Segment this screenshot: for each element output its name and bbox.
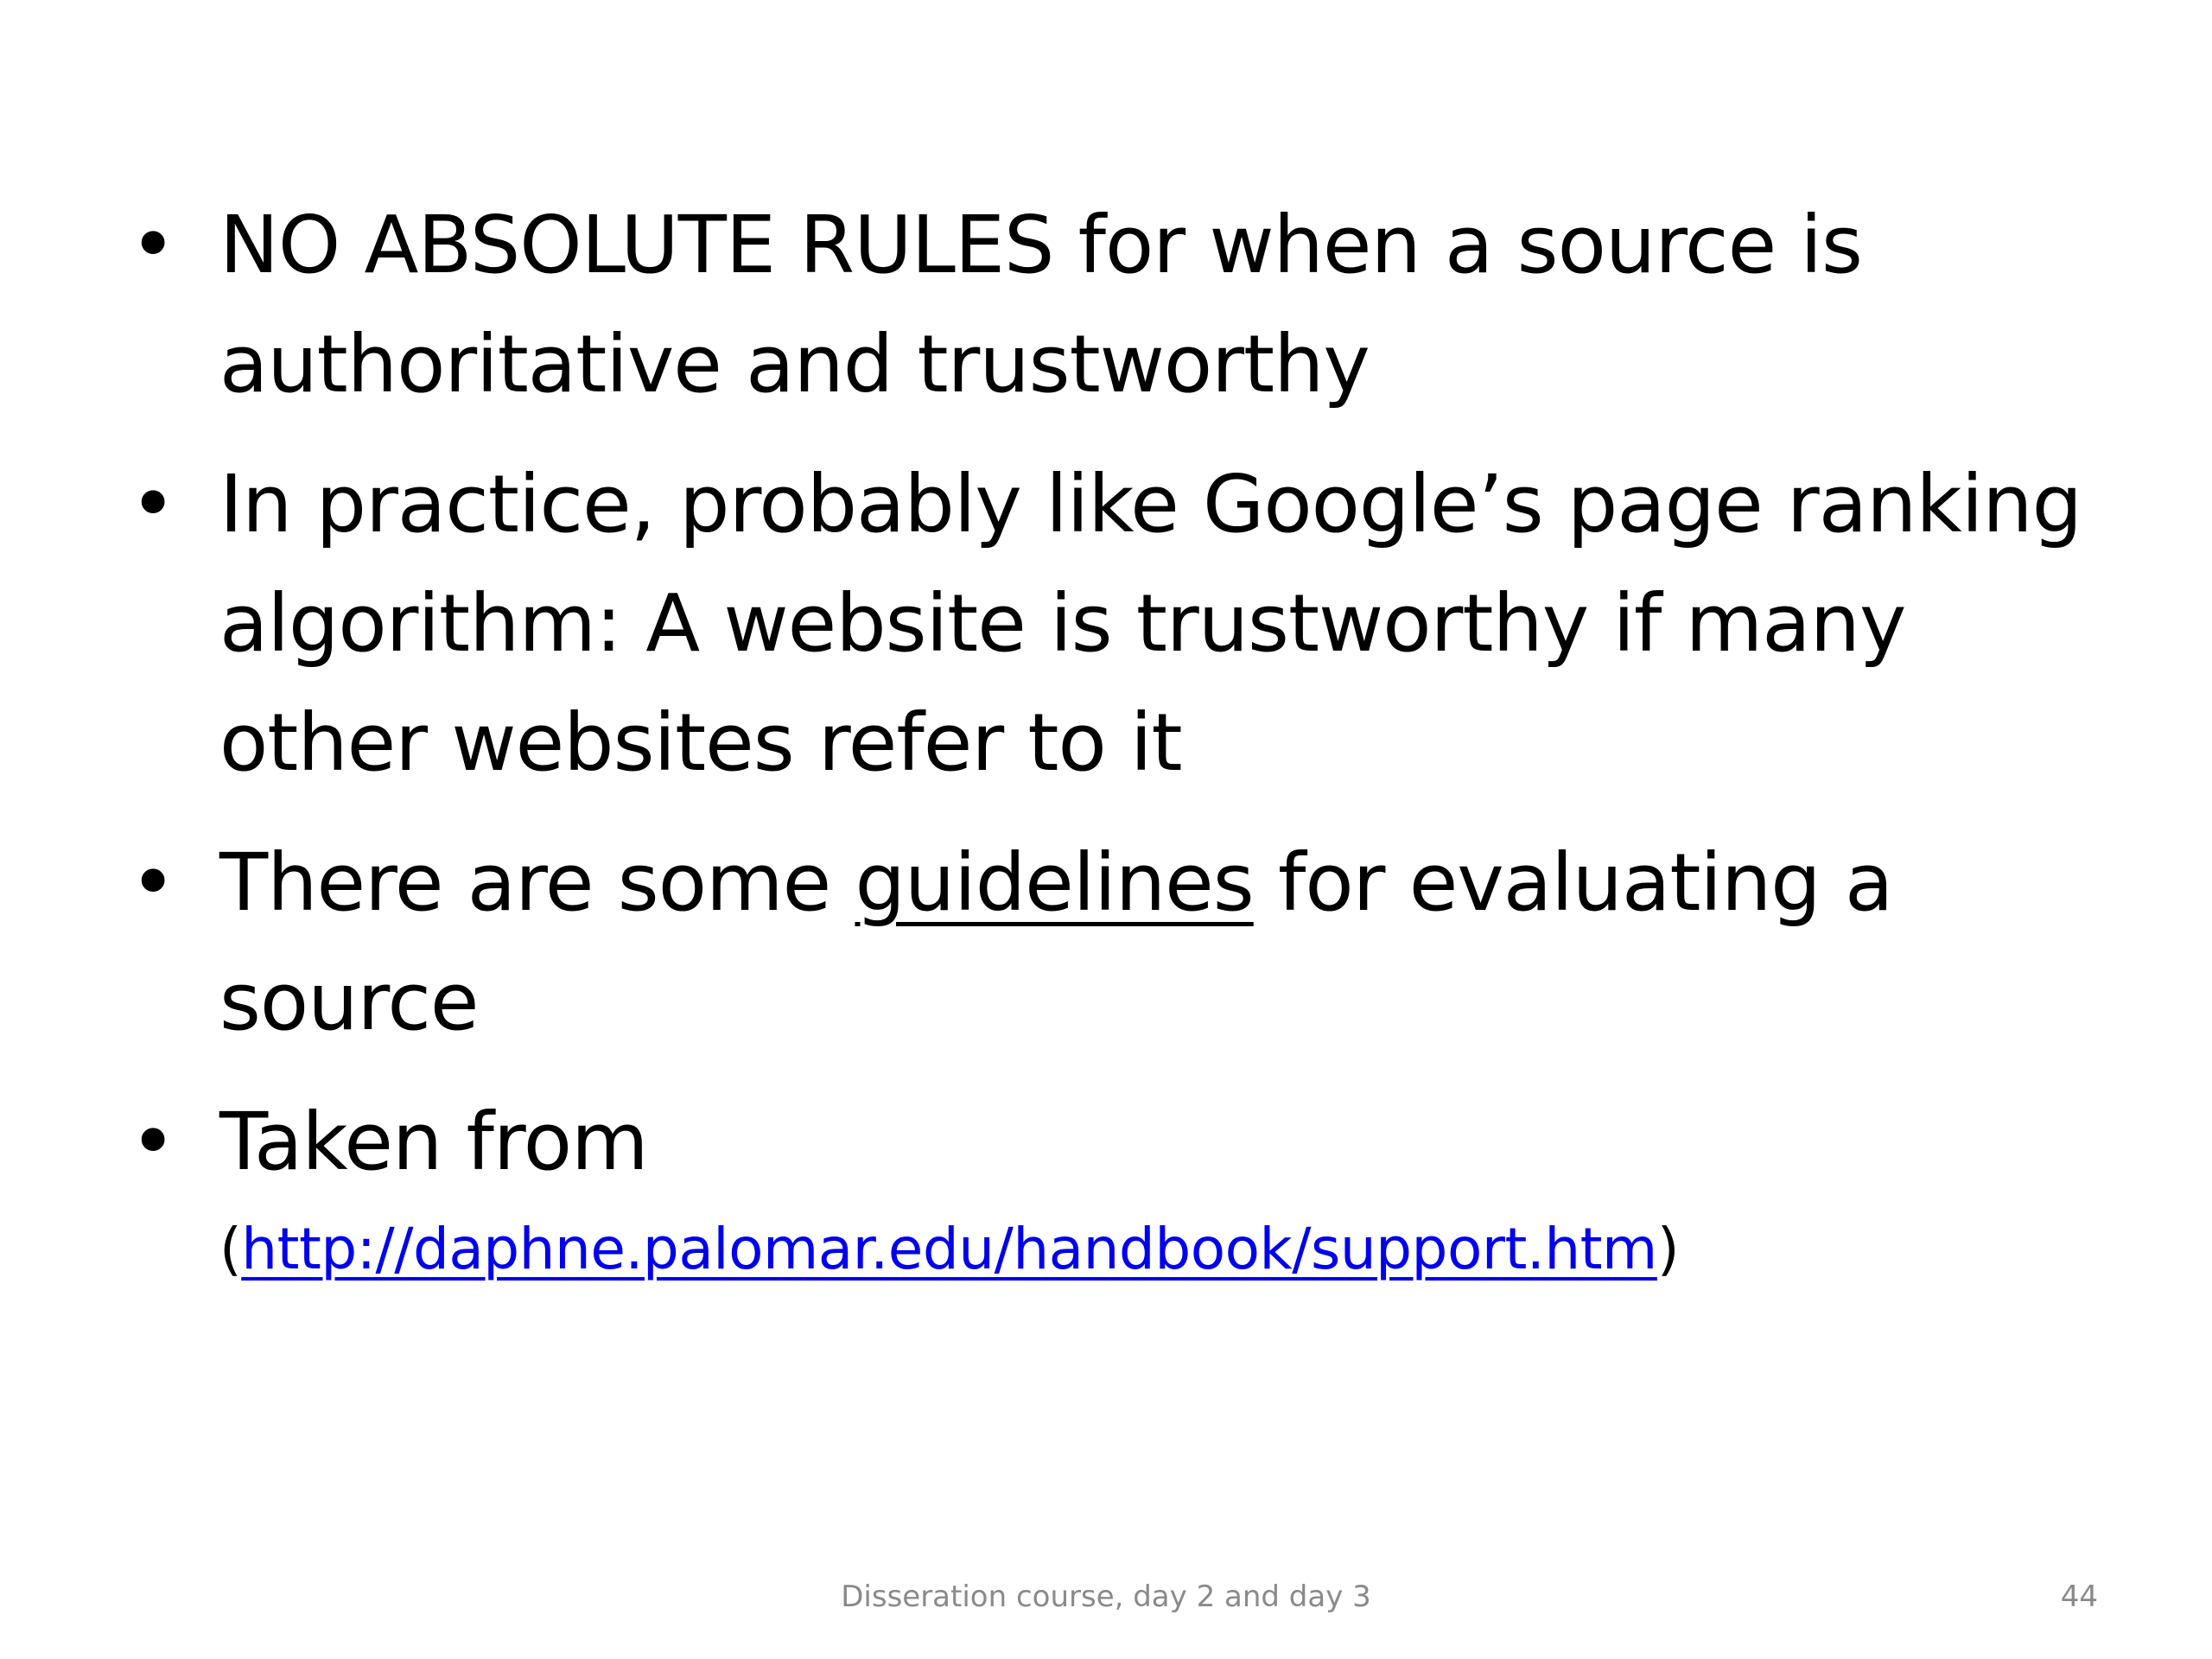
bullet-item xyxy=(130,186,2117,424)
bullet-item xyxy=(130,1083,2117,1297)
bullet-dot-icon: • xyxy=(130,1096,176,1188)
bullet-dot-icon: • xyxy=(130,199,176,291)
paren-close: ) xyxy=(1656,1216,1680,1282)
bullet-text: Taken from xyxy=(219,1096,648,1188)
guidelines-underlined-text: guidelines xyxy=(855,836,1254,929)
bullet-item xyxy=(130,445,2117,803)
bullet-list xyxy=(130,186,2117,1318)
bullet-text-after: for evaluating a source xyxy=(219,836,1893,1048)
source-citation xyxy=(219,1202,2117,1297)
paren-open: ( xyxy=(219,1216,242,1282)
page-number: 44 xyxy=(2060,1580,2098,1614)
bullet-text-before: There are some xyxy=(219,836,855,929)
source-link[interactable]: http://daphne.palomar.edu/handbook/support.htm xyxy=(241,1216,1657,1282)
bullet-dot-icon: • xyxy=(130,836,176,929)
bullet-dot-icon: • xyxy=(130,458,176,550)
bullet-text: In practice, probably like Google’s page ranking algorithm: A website is trustworthy if many other websites refer to it xyxy=(219,458,2082,789)
bullet-text: NO ABSOLUTE RULES for when a source is authoritative and trustworthy xyxy=(219,199,1862,410)
bullet-item xyxy=(130,823,2117,1062)
footer-text: Disseration course, day 2 and day 3 xyxy=(841,1580,1371,1614)
